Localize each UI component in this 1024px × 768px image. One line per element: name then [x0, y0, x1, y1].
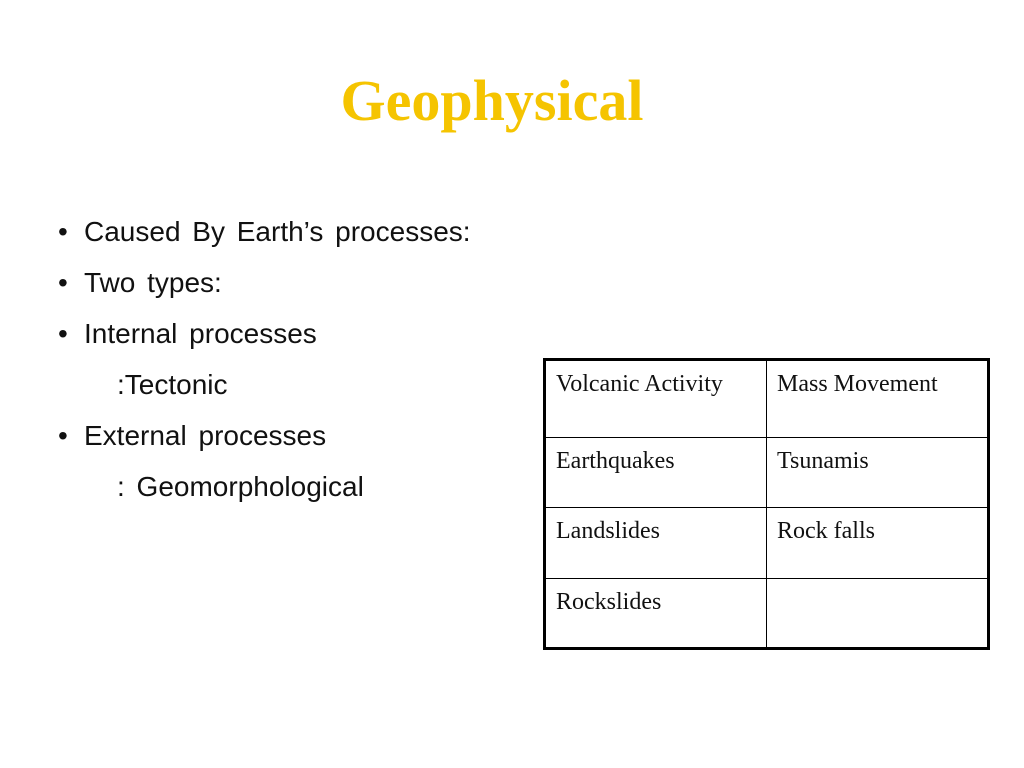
- table-cell: Tsunamis: [767, 438, 989, 508]
- table-cell: Mass Movement: [767, 360, 989, 438]
- bullet-item: [58, 206, 528, 257]
- sub-item: [58, 461, 528, 512]
- sub-text: : Geomorphological: [117, 471, 364, 502]
- bullet-item: [58, 410, 528, 461]
- table-cell: Landslides: [545, 508, 767, 579]
- table-cell: [767, 579, 989, 649]
- bullet-dot-icon: •: [58, 267, 68, 298]
- table-cell: Rockslides: [545, 579, 767, 649]
- bullet-text: External processes: [84, 420, 327, 451]
- bullet-text: Internal processes: [84, 318, 317, 349]
- hazard-table: [543, 358, 990, 650]
- table-cell: Volcanic Activity: [545, 360, 767, 438]
- bullet-text: Caused By Earth’s processes:: [84, 216, 471, 247]
- bullet-item: [58, 308, 528, 359]
- sub-item: [58, 359, 528, 410]
- bullet-list: [58, 206, 528, 512]
- slide-title: Geophysical: [340, 68, 644, 133]
- table-row: [545, 508, 989, 579]
- table-cell: Rock falls: [767, 508, 989, 579]
- bullet-dot-icon: •: [58, 318, 68, 349]
- bullet-dot-icon: •: [58, 216, 68, 247]
- sub-text: :Tectonic: [117, 369, 228, 400]
- bullet-dot-icon: •: [58, 420, 68, 451]
- table-cell: Earthquakes: [545, 438, 767, 508]
- table-row: [545, 579, 989, 649]
- bullet-text: Two types:: [84, 267, 222, 298]
- table-row: [545, 360, 989, 438]
- bullet-item: [58, 257, 528, 308]
- table-row: [545, 438, 989, 508]
